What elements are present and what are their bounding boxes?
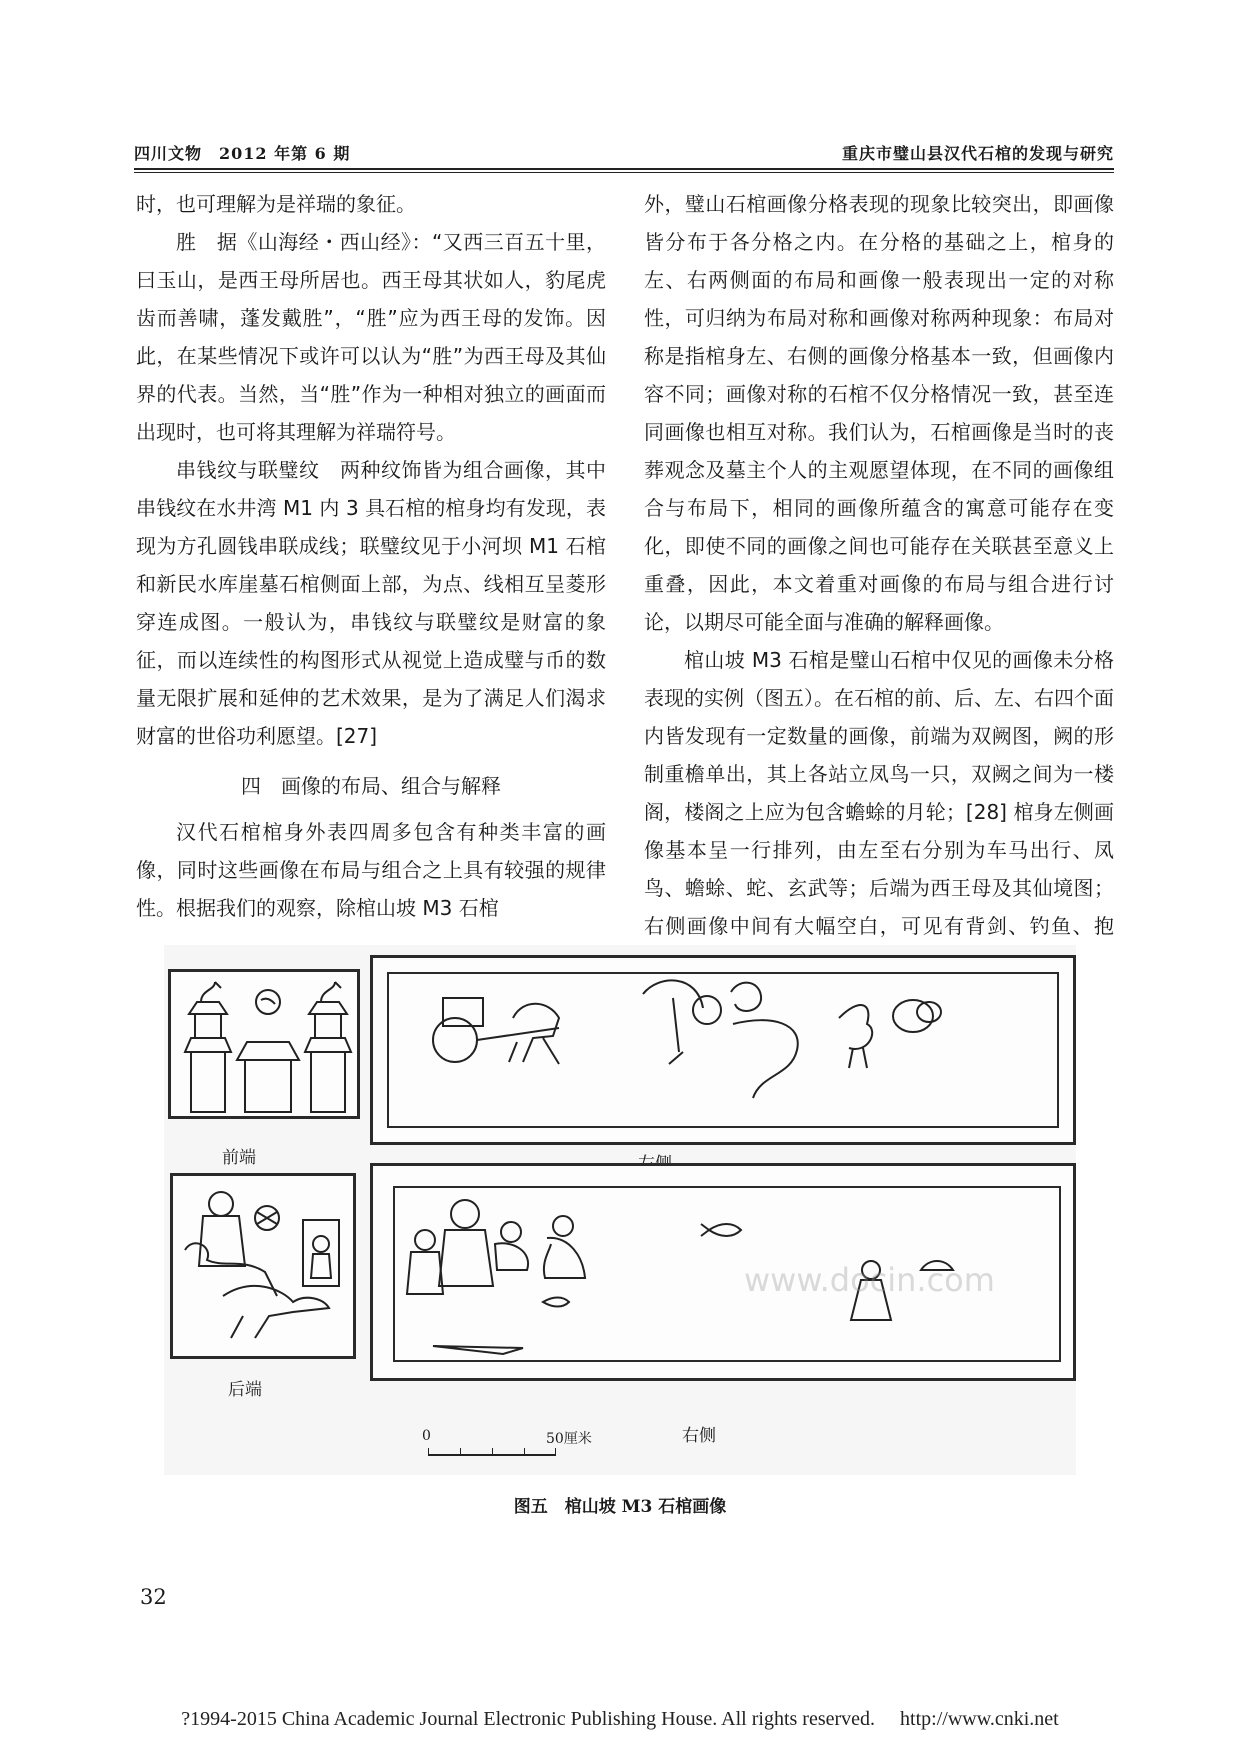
figure-caption: 图五 棺山坡 M3 石棺画像 [513,1497,727,1517]
scale-tick [524,1448,525,1454]
queen-mother-drawing [173,1176,353,1356]
article-title: 重庆市璧山县汉代石棺的发现与研究 [841,144,1114,163]
scale-line [428,1454,556,1456]
figure-5 [164,945,1076,1475]
right-label: 右侧 [682,1426,716,1446]
scale-end-label: 50厘米 [546,1431,592,1447]
scale-tick [555,1448,556,1454]
left-side-panel [370,955,1076,1145]
back-label: 后端 [228,1380,262,1400]
page-number: 32 [140,1585,167,1609]
section-heading: 四 画像的布局、组合与解释 [241,774,501,798]
watermark: www.docin.com [744,1261,995,1299]
paragraph: 汉代石棺棺身外表四周多包含有种类丰富的画像，同时这些画像在布局与组合之上具有较强的规律性。根据我们的观察，除棺山坡 M3 石棺 [136,820,606,920]
right-column [644,185,1114,983]
twin-que-drawing [171,972,357,1116]
front-end-panel [168,969,360,1119]
paragraph: 棺山坡 M3 石棺是璧山石棺中仅见的画像未分格表现的实例（图五）。在石棺的前、后、左、右四个面内皆发现有一定数量的画像，前端为双阙图，阙的形制重檐单出，其上各站立凤鸟一只，双阙之间为一楼阁，楼阁之上应为包含蟾蜍的月轮；[28] 棺身左侧画像基本呈一行排列，由左至右分别为车马出行、凤鸟、蟾蜍、蛇、玄武等；后端为西王母及其仙境图；右侧画像中间有大幅空白，可见有背剑、钓鱼、抱 [644,648,1114,938]
scale-zero-label: 0 [422,1428,431,1444]
paragraph: 胜 据《山海经・西山经》：“又西三百五十里，曰玉山，是西王母所居也。西王母其状如人，豹尾虎齿而善啸，蓬发戴胜”，“胜”应为西王母的发饰。因此，在某些情况下或许可以认为“胜”为西王母及其仙界的代表。当然，当“胜”作为一种相对独立的画面而出现时，也可将其理解为祥瑞符号。 [136,230,606,444]
paragraph: 外，璧山石棺画像分格表现的现象比较突出，即画像皆分布于各分格之内。在分格的基础之上，棺身的左、右两侧面的布局和画像一般表现出一定的对称性，可归纳为布局对称和画像对称两种现象：布局对称是指棺身左、右侧的画像分格基本一致，但画像内容不同；画像对称的石棺不仅分格情况一致，甚至连同画像也相互对称。我们认为，石棺画像是当时的丧葬观念及墓主个人的主观愿望体现，在不同的画像组合与布局下，相同的画像所蕴含的寓意可能存在变化，即使不同的画像之间也可能存在关联甚至意义上重叠，因此，本文着重对画像的布局与组合进行讨论，以期尽可能全面与准确的解释画像。 [644,192,1114,634]
back-end-panel [170,1173,356,1359]
scale-tick [460,1448,461,1454]
copyright-footer: ?1994-2015 China Academic Journal Electronic Publishing House. All rights reserved. http://www.cnki.net [181,1708,1059,1730]
paragraph: 时，也可理解为是祥瑞的象征。 [136,192,416,216]
front-label: 前端 [222,1148,256,1168]
scale-bar [422,1428,592,1460]
header-rule-thin [134,172,1114,173]
running-header [134,134,1114,164]
left-column [136,185,606,927]
header-rule [134,168,1114,170]
scale-tick [492,1448,493,1454]
left-side-drawing [373,958,1073,1142]
scale-tick [428,1448,429,1454]
journal-info: 四川文物 2012 年第 6 期 [134,144,351,163]
paragraph: 串钱纹与联璧纹 两种纹饰皆为组合画像，其中串钱纹在水井湾 M1 内 3 具石棺的棺身均有发现，表现为方孔圆钱串联成线；联璧纹见于小河坝 M1 石棺和新民水库崖墓石棺侧面上部，为点、线相互呈菱形穿连成图。一般认为，串钱纹与联璧纹是财富的象征，而以连续性的构图形式从视觉上造成璧与币的数量无限扩展和延伸的艺术效果，是为了满足人们渴求财富的世俗功利愿望。[27] [136,458,606,748]
